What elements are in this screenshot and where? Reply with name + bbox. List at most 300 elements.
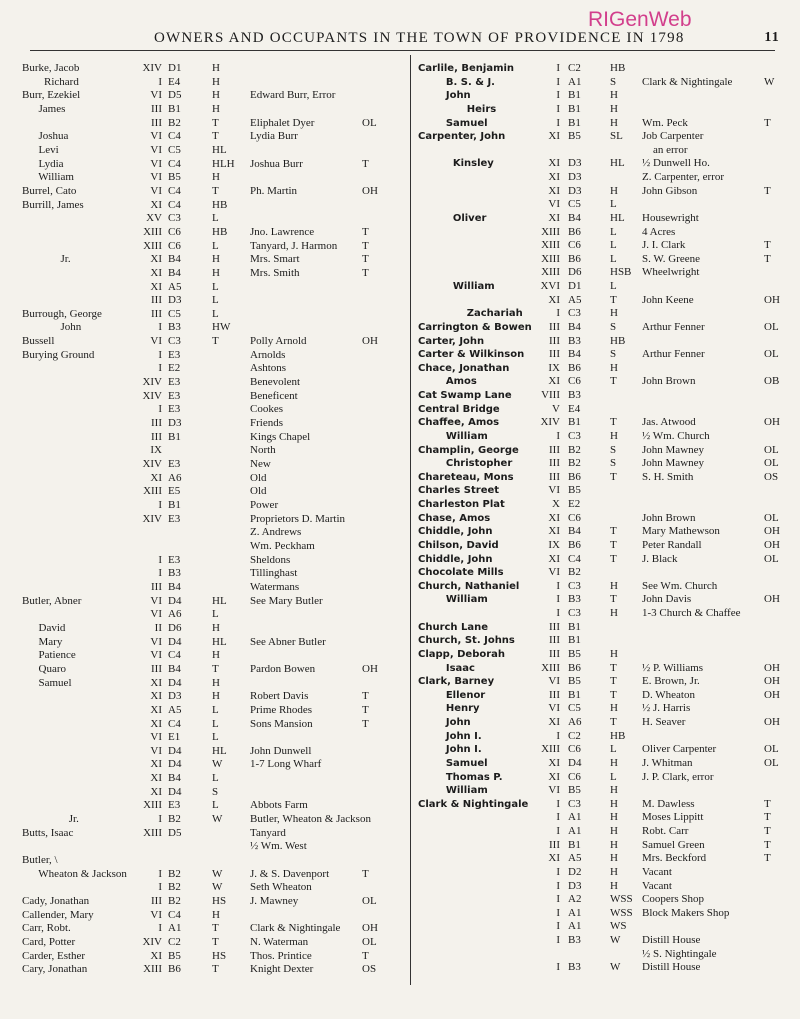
table-row bbox=[22, 799, 410, 813]
occupant-remark: See Abner Butler bbox=[250, 635, 326, 648]
plat-ref: D4 bbox=[168, 635, 182, 648]
plat-ref: B3 bbox=[568, 389, 581, 401]
ward-number: IX bbox=[548, 538, 560, 551]
plat-ref: A1 bbox=[168, 922, 182, 935]
occupant-remark: Prime Rhodes bbox=[250, 703, 313, 716]
table-row bbox=[22, 540, 410, 554]
table-row bbox=[22, 731, 410, 745]
ward-number: I bbox=[158, 75, 162, 88]
owner-name: Butts, Isaac bbox=[22, 826, 74, 839]
building-code: L bbox=[212, 307, 219, 320]
occupant-remark: 1-3 Church & Chaffee bbox=[642, 607, 741, 619]
owner-name: Burke, Jacob bbox=[22, 62, 80, 74]
occupant-remark: John Mawney bbox=[642, 443, 705, 456]
ward-number: I bbox=[556, 62, 560, 74]
building-code: H bbox=[212, 253, 220, 266]
building-code: L bbox=[610, 743, 617, 756]
status-code: OL bbox=[764, 320, 779, 333]
table-row bbox=[22, 881, 410, 895]
plat-ref: A6 bbox=[168, 471, 182, 484]
table-row bbox=[418, 307, 796, 321]
ward-number: I bbox=[556, 579, 560, 592]
plat-ref: B5 bbox=[568, 647, 581, 660]
occupant-remark: S. W. Greene bbox=[642, 252, 701, 265]
building-code: L bbox=[212, 280, 219, 293]
table-row bbox=[22, 813, 410, 827]
owner-name: Jr. bbox=[22, 253, 71, 266]
plat-ref: B1 bbox=[168, 102, 181, 115]
building-code: H bbox=[610, 825, 618, 837]
owner-name: Samuel bbox=[22, 676, 72, 689]
plat-ref: C4 bbox=[168, 649, 181, 662]
table-row bbox=[22, 827, 410, 841]
owner-name: John bbox=[418, 90, 471, 102]
plat-ref: B2 bbox=[168, 813, 181, 826]
ward-number: III bbox=[151, 662, 162, 675]
plat-ref: D5 bbox=[168, 826, 182, 839]
occupant-remark: J. I. Clark bbox=[642, 239, 686, 252]
building-code: S bbox=[610, 75, 617, 88]
table-row bbox=[22, 718, 410, 732]
ward-number: VI bbox=[150, 608, 162, 621]
table-row bbox=[418, 798, 796, 812]
status-code: T bbox=[764, 838, 771, 851]
plat-ref: C3 bbox=[168, 335, 181, 348]
table-row bbox=[22, 745, 410, 759]
owner-name: Clapp, Deborah bbox=[418, 648, 506, 660]
building-code: T bbox=[610, 525, 617, 538]
building-code: H bbox=[610, 116, 618, 129]
building-code: T bbox=[610, 661, 617, 674]
ward-number: III bbox=[549, 334, 560, 347]
building-code: HW bbox=[212, 321, 231, 334]
ward-number: XI bbox=[150, 703, 162, 716]
occupant-remark: D. Wheaton bbox=[642, 688, 695, 701]
building-code: H bbox=[610, 702, 618, 715]
ward-number: XI bbox=[150, 758, 162, 771]
plat-ref: A5 bbox=[568, 293, 582, 306]
plat-ref: D3 bbox=[168, 294, 182, 307]
plat-ref: C3 bbox=[568, 579, 581, 592]
building-code: T bbox=[610, 552, 617, 565]
ward-number: III bbox=[549, 838, 560, 851]
owner-name: Samuel bbox=[418, 117, 488, 129]
table-row bbox=[22, 171, 410, 185]
plat-ref: B2 bbox=[568, 566, 581, 579]
plat-ref: C5 bbox=[568, 198, 581, 211]
plat-ref: E3 bbox=[168, 403, 181, 416]
table-row bbox=[418, 553, 796, 567]
ward-number: XI bbox=[548, 756, 560, 769]
status-code: T bbox=[764, 184, 771, 197]
table-row bbox=[22, 704, 410, 718]
status-code: T bbox=[362, 266, 369, 279]
owner-name: Chase, Amos bbox=[418, 512, 491, 524]
occupant-remark: Clark & Nightingale bbox=[250, 922, 341, 935]
occupant-remark: Beneficent bbox=[250, 389, 298, 402]
status-code: T bbox=[362, 949, 369, 962]
ward-number: VI bbox=[548, 784, 560, 797]
ward-number: VI bbox=[548, 702, 560, 715]
table-row bbox=[418, 457, 796, 471]
building-code: HL bbox=[212, 635, 227, 648]
header-rule bbox=[30, 50, 775, 51]
ward-number: XI bbox=[150, 280, 162, 293]
ward-number: VI bbox=[150, 649, 162, 662]
building-code: H bbox=[610, 102, 618, 115]
plat-ref: D6 bbox=[168, 621, 182, 634]
table-row bbox=[418, 416, 796, 430]
owner-name: Quaro bbox=[22, 662, 66, 675]
table-row bbox=[22, 758, 410, 772]
table-row bbox=[22, 103, 410, 117]
ward-number: VI bbox=[150, 731, 162, 744]
building-code: H bbox=[212, 690, 220, 703]
table-row bbox=[22, 362, 410, 376]
ward-number: VI bbox=[548, 675, 560, 688]
plat-ref: C3 bbox=[168, 212, 181, 225]
occupant-remark: M. Dawless bbox=[642, 797, 695, 810]
plat-ref: B3 bbox=[168, 321, 181, 334]
occupant-remark: Seth Wheaton bbox=[250, 881, 312, 894]
plat-ref: C3 bbox=[568, 307, 581, 320]
plat-ref: A1 bbox=[568, 825, 582, 837]
building-code: H bbox=[610, 852, 618, 865]
ward-number: III bbox=[151, 116, 162, 129]
table-row bbox=[418, 634, 796, 648]
ward-number: I bbox=[556, 797, 560, 810]
ward-number: VI bbox=[150, 89, 162, 102]
occupant-remark: Sons Mansion bbox=[250, 717, 313, 730]
status-code: T bbox=[362, 703, 369, 716]
table-row bbox=[22, 62, 410, 76]
occupant-remark: S. H. Smith bbox=[642, 470, 694, 483]
ward-number: XI bbox=[548, 293, 560, 306]
owner-name: Chaffee, Amos bbox=[418, 417, 500, 429]
ward-number: IX bbox=[548, 361, 560, 374]
status-code: OH bbox=[764, 416, 780, 429]
table-row bbox=[418, 76, 796, 90]
ward-number: VI bbox=[150, 157, 162, 170]
occupant-remark: Job Carpenter bbox=[642, 130, 704, 143]
table-row bbox=[22, 89, 410, 103]
ward-number: III bbox=[549, 348, 560, 361]
table-row bbox=[418, 771, 796, 785]
plat-ref: B1 bbox=[168, 430, 181, 443]
occupant-remark: ½ J. Harris bbox=[642, 702, 691, 715]
plat-ref: D4 bbox=[168, 594, 182, 607]
table-row bbox=[418, 157, 796, 171]
plat-ref: D3 bbox=[568, 879, 582, 892]
occupant-remark: North bbox=[250, 444, 276, 457]
owner-name: Burr, Ezekiel bbox=[22, 89, 81, 102]
table-row bbox=[22, 117, 410, 131]
occupant-remark: Watermans bbox=[250, 580, 300, 593]
plat-ref: E3 bbox=[168, 799, 181, 812]
ward-number: XIII bbox=[143, 963, 162, 976]
ward-number: I bbox=[158, 403, 162, 416]
plat-ref: E1 bbox=[168, 731, 181, 744]
table-row bbox=[418, 920, 796, 934]
building-code: HL bbox=[212, 594, 227, 607]
owner-name: Kinsley bbox=[418, 158, 494, 170]
occupant-remark: Distill House bbox=[642, 961, 701, 974]
building-code: H bbox=[610, 838, 618, 851]
owner-name: David bbox=[22, 621, 66, 634]
table-row bbox=[418, 512, 796, 526]
ward-number: XIV bbox=[142, 376, 162, 389]
left-column bbox=[22, 62, 410, 977]
ward-number: I bbox=[158, 567, 162, 580]
occupant-remark: Moses Lippitt bbox=[642, 811, 704, 824]
ward-number: I bbox=[556, 429, 560, 442]
occupant-remark: John Mawney bbox=[642, 457, 705, 470]
occupant-remark: John Davis bbox=[642, 593, 692, 606]
status-code: OL bbox=[362, 116, 377, 129]
ward-number: XI bbox=[548, 716, 560, 728]
table-row bbox=[22, 444, 410, 458]
building-code: HL bbox=[212, 143, 227, 156]
building-code: H bbox=[610, 307, 618, 320]
plat-ref: C2 bbox=[568, 62, 581, 74]
ward-number: XI bbox=[548, 525, 560, 538]
building-code: T bbox=[212, 130, 219, 143]
building-code: H bbox=[610, 797, 618, 810]
ward-number: I bbox=[556, 116, 560, 129]
building-code: H bbox=[610, 647, 618, 660]
plat-ref: B6 bbox=[568, 470, 581, 483]
building-code: L bbox=[212, 239, 219, 252]
building-code: L bbox=[610, 770, 617, 783]
building-code: L bbox=[212, 731, 219, 744]
status-code: OL bbox=[362, 895, 377, 908]
occupant-remark: Oliver Carpenter bbox=[642, 743, 717, 756]
table-row bbox=[418, 825, 796, 839]
building-code: H bbox=[610, 879, 618, 892]
occupant-remark: Proprietors D. Martin bbox=[250, 512, 346, 525]
building-code: L bbox=[610, 252, 617, 265]
owner-name: Chiddle, John bbox=[418, 526, 493, 538]
ward-number: IX bbox=[150, 444, 162, 457]
building-code: H bbox=[212, 266, 220, 279]
occupant-remark: Vacant bbox=[642, 865, 672, 878]
ward-number: XIII bbox=[143, 799, 162, 812]
plat-ref: C5 bbox=[568, 702, 581, 715]
status-code: OL bbox=[764, 756, 779, 769]
building-code: HS bbox=[212, 895, 227, 908]
plat-ref: B1 bbox=[568, 102, 581, 115]
building-code: H bbox=[610, 89, 618, 102]
owner-name: Card, Potter bbox=[22, 936, 76, 948]
building-code: H bbox=[610, 184, 618, 197]
status-code: OL bbox=[764, 348, 779, 361]
plat-ref: E5 bbox=[168, 485, 181, 498]
plat-ref: C4 bbox=[168, 717, 181, 730]
owner-name: Carter, John bbox=[418, 335, 485, 347]
occupant-remark: Ph. Martin bbox=[250, 184, 298, 197]
building-code: T bbox=[212, 936, 219, 948]
owner-name: Thomas P. bbox=[418, 771, 503, 783]
owner-name: Heirs bbox=[418, 103, 497, 115]
owner-name: Carder, Esther bbox=[22, 949, 86, 962]
table-row bbox=[22, 567, 410, 581]
plat-ref: E4 bbox=[568, 402, 581, 415]
occupant-remark: J. P. Clark, error bbox=[642, 770, 714, 783]
owner-name: Henry bbox=[418, 703, 480, 715]
plat-ref: B4 bbox=[568, 348, 581, 361]
plat-ref: B4 bbox=[168, 580, 181, 593]
plat-ref: B6 bbox=[568, 538, 581, 551]
status-code: T bbox=[764, 797, 771, 810]
table-row bbox=[22, 622, 410, 636]
plat-ref: B2 bbox=[168, 895, 181, 908]
status-code: OH bbox=[764, 661, 780, 674]
building-code: H bbox=[212, 676, 220, 689]
status-code: OH bbox=[764, 593, 780, 606]
building-code: T bbox=[610, 293, 617, 306]
table-row bbox=[418, 880, 796, 894]
table-row bbox=[418, 389, 796, 403]
ward-number: VI bbox=[150, 335, 162, 348]
table-row bbox=[418, 525, 796, 539]
table-row bbox=[22, 417, 410, 431]
building-code: W bbox=[212, 881, 223, 894]
status-code: T bbox=[362, 225, 369, 238]
table-row bbox=[418, 117, 796, 131]
building-code: WSS bbox=[610, 906, 633, 919]
plat-ref: B1 bbox=[568, 838, 581, 851]
table-row bbox=[22, 199, 410, 213]
occupant-remark: Clark & Nightingale bbox=[642, 75, 733, 88]
table-row bbox=[22, 854, 410, 868]
plat-ref: B4 bbox=[168, 253, 181, 266]
building-code: L bbox=[610, 198, 617, 211]
building-code: HLH bbox=[212, 157, 235, 170]
ward-number: XI bbox=[150, 266, 162, 279]
ward-number: I bbox=[556, 607, 560, 619]
status-code: OH bbox=[362, 922, 378, 935]
building-code: H bbox=[610, 865, 618, 878]
plat-ref: E2 bbox=[568, 498, 581, 510]
occupant-remark: Vacant bbox=[642, 879, 672, 892]
ward-number: III bbox=[151, 417, 162, 430]
table-row bbox=[22, 185, 410, 199]
plat-ref: E3 bbox=[168, 389, 181, 402]
occupant-remark: H. Seaver bbox=[642, 716, 686, 728]
table-row bbox=[418, 321, 796, 335]
owner-name: Carter & Wilkinson bbox=[418, 349, 525, 361]
ward-number: VI bbox=[548, 566, 560, 579]
table-row bbox=[418, 444, 796, 458]
plat-ref: A2 bbox=[568, 893, 582, 906]
plat-ref: D6 bbox=[568, 266, 582, 279]
occupant-remark: Peter Randall bbox=[642, 538, 702, 551]
building-code: T bbox=[610, 375, 617, 388]
plat-ref: D3 bbox=[168, 417, 182, 430]
building-code: HB bbox=[610, 62, 626, 74]
ward-number: XI bbox=[548, 511, 560, 524]
table-row bbox=[22, 677, 410, 691]
column-divider bbox=[410, 55, 411, 985]
occupant-remark: Polly Arnold bbox=[250, 335, 307, 348]
status-code: T bbox=[764, 252, 771, 265]
owner-name: Cady, Jonathan bbox=[22, 895, 90, 908]
occupant-remark: J. Black bbox=[642, 552, 678, 565]
occupant-remark: Z. Andrews bbox=[250, 526, 302, 539]
owner-name: John I. bbox=[418, 730, 482, 742]
ward-number: I bbox=[556, 865, 560, 878]
plat-ref: C4 bbox=[168, 130, 181, 143]
plat-ref: B6 bbox=[568, 252, 581, 265]
owner-name: Chareteau, Mons bbox=[418, 471, 514, 483]
occupant-remark: John Brown bbox=[642, 375, 696, 388]
ward-number: XI bbox=[150, 772, 162, 785]
table-row bbox=[22, 909, 410, 923]
table-row bbox=[418, 294, 796, 308]
table-row bbox=[22, 226, 410, 240]
table-row bbox=[418, 239, 796, 253]
ward-number: XIV bbox=[540, 416, 560, 429]
building-code: T bbox=[212, 922, 219, 935]
owner-name: Lydia bbox=[22, 157, 64, 170]
occupant-remark: Tillinghast bbox=[250, 567, 298, 580]
owner-name: Carr, Robt. bbox=[22, 922, 71, 935]
table-row bbox=[418, 675, 796, 689]
status-code: T bbox=[764, 825, 771, 837]
table-row bbox=[22, 335, 410, 349]
plat-ref: C5 bbox=[168, 307, 181, 320]
plat-ref: D4 bbox=[168, 676, 182, 689]
table-row bbox=[418, 662, 796, 676]
plat-ref: A5 bbox=[168, 280, 182, 293]
owner-name: William bbox=[22, 171, 74, 184]
ward-number: VI bbox=[150, 184, 162, 197]
table-row bbox=[22, 253, 410, 267]
ward-number: XIII bbox=[541, 743, 560, 756]
owner-name: Samuel bbox=[418, 757, 488, 769]
owner-name: Church, Nathaniel bbox=[418, 580, 520, 592]
status-code: T bbox=[362, 253, 369, 266]
ward-number: III bbox=[549, 443, 560, 456]
plat-ref: C3 bbox=[568, 797, 581, 810]
occupant-remark: Lydia Burr bbox=[250, 130, 298, 143]
occupant-remark: ½ Wm. West bbox=[250, 840, 307, 853]
plat-ref: B2 bbox=[568, 457, 581, 470]
table-row bbox=[22, 636, 410, 650]
building-code: HB bbox=[610, 334, 626, 347]
plat-ref: B4 bbox=[568, 320, 581, 333]
building-code: H bbox=[212, 75, 220, 88]
page-header bbox=[36, 30, 780, 50]
plat-ref: D5 bbox=[168, 89, 182, 102]
occupant-remark: Housewright bbox=[642, 211, 699, 224]
owner-name: William bbox=[418, 430, 488, 442]
plat-ref: A1 bbox=[568, 75, 582, 88]
building-code: T bbox=[212, 116, 219, 129]
plat-ref: A1 bbox=[568, 920, 582, 933]
owner-name: Burrel, Cato bbox=[22, 184, 77, 197]
status-code: T bbox=[764, 852, 771, 865]
building-code: L bbox=[610, 280, 617, 292]
plat-ref: C3 bbox=[568, 607, 581, 619]
status-code: W bbox=[764, 75, 775, 88]
occupant-remark: Knight Dexter bbox=[250, 963, 314, 976]
table-row bbox=[22, 130, 410, 144]
ward-number: I bbox=[556, 961, 560, 974]
table-row bbox=[418, 403, 796, 417]
occupant-remark: Joshua Burr bbox=[250, 157, 303, 170]
owner-name: Clark, Barney bbox=[418, 676, 495, 688]
